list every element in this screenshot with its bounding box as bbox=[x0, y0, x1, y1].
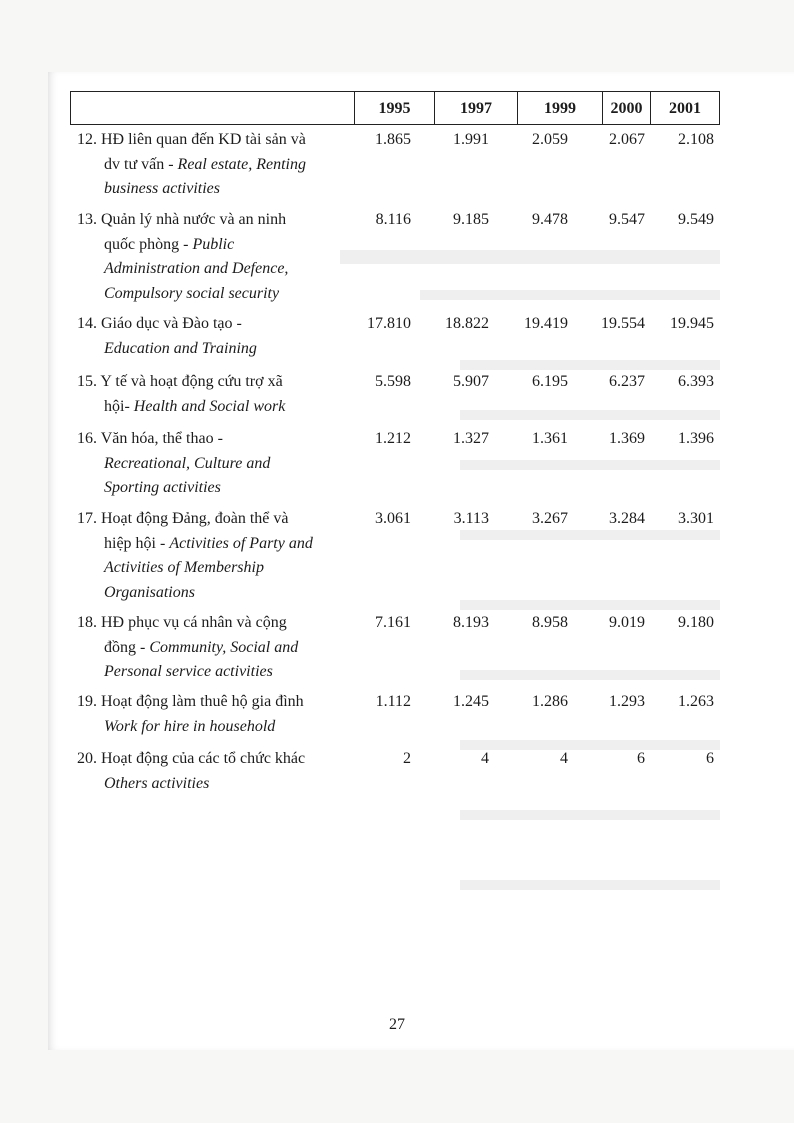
label-line bbox=[77, 581, 342, 606]
label-line bbox=[77, 452, 342, 477]
label-english: Administration and Defence, bbox=[104, 260, 289, 277]
label-line bbox=[77, 532, 342, 557]
value-cell-2001: 2.108 bbox=[678, 131, 714, 148]
value-cell-1997: 4 bbox=[481, 750, 489, 767]
value-cell-1997: 1.327 bbox=[453, 430, 489, 447]
label-vietnamese: 12. HĐ liên quan đến KD tài sản và bbox=[77, 131, 306, 148]
label-line bbox=[77, 715, 342, 740]
value-cell-1995: 2 bbox=[403, 750, 411, 767]
value-cell-1999: 3.267 bbox=[532, 510, 568, 527]
row-label bbox=[77, 312, 342, 361]
label-line bbox=[77, 611, 342, 636]
value-cell-2000: 9.547 bbox=[609, 211, 645, 228]
label-english: Recreational, Culture and bbox=[104, 454, 271, 472]
row-label bbox=[77, 611, 342, 685]
label-english: business activities bbox=[104, 180, 220, 197]
value-cell-1995: 8.116 bbox=[375, 211, 411, 228]
label-line bbox=[77, 556, 342, 581]
label-line bbox=[77, 772, 342, 797]
value-cell-1997: 9.185 bbox=[453, 211, 489, 228]
row-label bbox=[77, 208, 342, 306]
value-cell-1997: 18.822 bbox=[445, 315, 489, 332]
label-line bbox=[77, 312, 342, 337]
value-cell-2001: 19.945 bbox=[670, 315, 714, 332]
value-cell-1995: 7.161 bbox=[375, 614, 411, 631]
value-cell-1995: 17.810 bbox=[367, 315, 411, 332]
year-header-2001: 2001 bbox=[650, 92, 719, 124]
value-cell-1999: 1.361 bbox=[532, 430, 568, 447]
label-vietnamese: 14. Giáo dục và Đào tạo - bbox=[77, 315, 242, 332]
value-cell-1999: 6.195 bbox=[532, 373, 568, 390]
year-header-2000: 2000 bbox=[602, 92, 650, 124]
label-vietnamese: quốc phòng - bbox=[104, 235, 193, 253]
value-cell-2000: 6 bbox=[637, 750, 645, 767]
label-line bbox=[77, 690, 342, 715]
value-cell-2000: 2.067 bbox=[609, 131, 645, 148]
value-cell-1999: 9.478 bbox=[532, 211, 568, 228]
value-cell-1995: 1.865 bbox=[375, 131, 411, 148]
label-english: Work for hire in household bbox=[104, 717, 276, 735]
label-english: Health and Social work bbox=[133, 397, 286, 415]
label-english: Personal service activities bbox=[104, 663, 273, 680]
row-label bbox=[77, 427, 342, 501]
label-line bbox=[77, 427, 342, 452]
value-cell-1995: 3.061 bbox=[375, 510, 411, 527]
row-label bbox=[77, 128, 342, 202]
label-vietnamese: dv tư vấn - bbox=[104, 155, 178, 173]
label-vietnamese: hội- bbox=[104, 397, 134, 415]
label-english: Real estate, Renting bbox=[177, 155, 306, 173]
value-cell-2000: 1.293 bbox=[609, 693, 645, 710]
label-line bbox=[77, 395, 342, 420]
label-line bbox=[77, 476, 342, 501]
label-vietnamese: 20. Hoạt động của các tổ chức khác bbox=[77, 750, 306, 767]
label-line bbox=[77, 507, 342, 532]
value-cell-1999: 2.059 bbox=[532, 131, 568, 148]
label-vietnamese: 17. Hoạt động Đảng, đoàn thể và bbox=[77, 510, 289, 527]
label-vietnamese: 13. Quản lý nhà nước và an ninh bbox=[77, 211, 287, 228]
value-cell-1999: 8.958 bbox=[532, 614, 568, 631]
label-english: Public bbox=[192, 235, 235, 253]
row-label bbox=[77, 507, 342, 605]
label-vietnamese: hiệp hội - bbox=[104, 534, 170, 552]
row-label bbox=[77, 690, 342, 739]
label-line bbox=[77, 128, 342, 153]
label-line bbox=[77, 660, 342, 685]
value-cell-2001: 6.393 bbox=[678, 373, 714, 390]
page-number: 27 bbox=[389, 1016, 405, 1033]
value-cell-1995: 1.112 bbox=[375, 693, 411, 710]
label-english: Organisations bbox=[104, 583, 195, 601]
value-cell-2000: 6.237 bbox=[609, 373, 645, 390]
label-line bbox=[77, 177, 342, 202]
value-cell-1997: 8.193 bbox=[453, 614, 489, 631]
label-line bbox=[77, 153, 342, 178]
row-label bbox=[77, 747, 342, 796]
value-cell-2000: 19.554 bbox=[601, 315, 645, 332]
value-cell-2000: 3.284 bbox=[609, 510, 645, 527]
value-cell-1995: 5.598 bbox=[375, 373, 411, 390]
label-line bbox=[77, 282, 342, 307]
label-vietnamese: 16. Văn hóa, thể thao - bbox=[77, 430, 223, 447]
value-cell-1997: 5.907 bbox=[453, 373, 489, 390]
value-cell-1999: 4 bbox=[560, 750, 568, 767]
year-header-1997: 1997 bbox=[434, 92, 517, 124]
label-english: Activities of Membership bbox=[104, 559, 264, 576]
year-header-1999: 1999 bbox=[517, 92, 602, 124]
value-cell-2001: 3.301 bbox=[678, 510, 714, 527]
label-line bbox=[77, 257, 342, 282]
label-english: Others activities bbox=[104, 774, 210, 792]
table-header bbox=[70, 91, 720, 125]
label-line bbox=[77, 208, 342, 233]
value-cell-2001: 9.549 bbox=[678, 211, 714, 228]
label-vietnamese: 15. Y tế và hoạt động cứu trợ xã bbox=[77, 373, 283, 390]
label-english: Community, Social and bbox=[149, 638, 299, 656]
label-line bbox=[77, 636, 342, 661]
value-cell-2000: 1.369 bbox=[609, 430, 645, 447]
label-vietnamese: đồng - bbox=[104, 638, 150, 656]
label-line bbox=[77, 337, 342, 362]
value-cell-1997: 3.113 bbox=[453, 510, 489, 527]
row-label bbox=[77, 370, 342, 419]
value-cell-1997: 1.991 bbox=[453, 131, 489, 148]
label-line bbox=[77, 233, 342, 258]
label-line bbox=[77, 370, 342, 395]
value-cell-2001: 1.396 bbox=[678, 430, 714, 447]
label-english: Compulsory social security bbox=[104, 284, 280, 302]
label-line bbox=[77, 747, 342, 772]
value-cell-2001: 1.263 bbox=[678, 693, 714, 710]
value-cell-1997: 1.245 bbox=[453, 693, 489, 710]
value-cell-1999: 1.286 bbox=[532, 693, 568, 710]
label-english: Education and Training bbox=[104, 339, 257, 357]
year-header-1995: 1995 bbox=[354, 92, 434, 124]
label-vietnamese: 19. Hoạt động làm thuê hộ gia đình bbox=[77, 693, 304, 710]
value-cell-2001: 6 bbox=[706, 750, 714, 767]
label-vietnamese: 18. HĐ phục vụ cá nhân và cộng bbox=[77, 614, 287, 631]
label-english: Sporting activities bbox=[104, 479, 221, 496]
value-cell-1995: 1.212 bbox=[375, 430, 411, 447]
value-cell-1999: 19.419 bbox=[524, 315, 568, 332]
value-cell-2000: 9.019 bbox=[609, 614, 645, 631]
label-english: Activities of Party and bbox=[169, 534, 313, 552]
value-cell-2001: 9.180 bbox=[678, 614, 714, 631]
